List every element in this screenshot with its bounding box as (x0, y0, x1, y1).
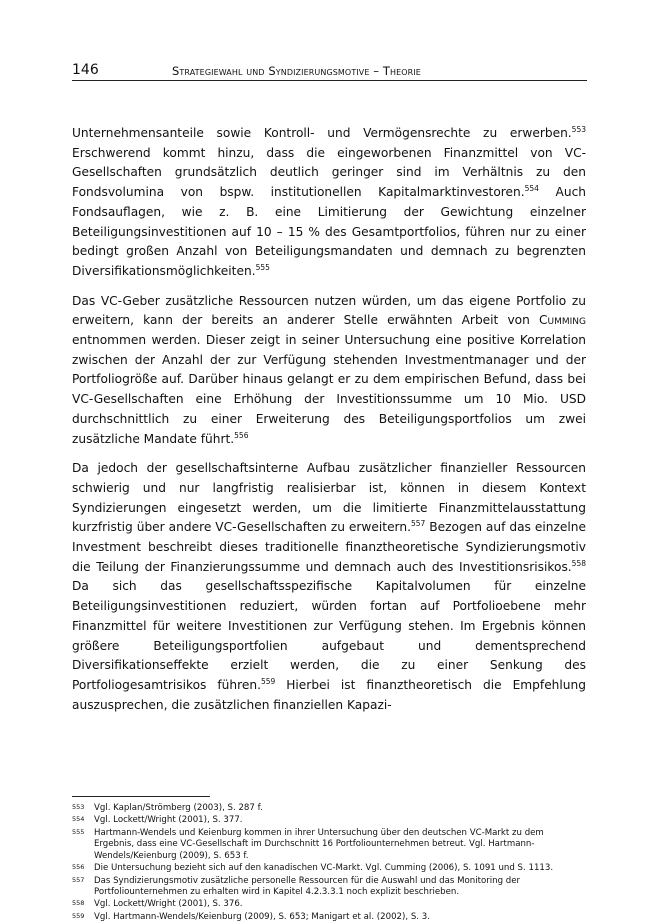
text-run: Bezogen auf das einzelne Investment beschreibt dieses traditionelle finanztheoretische Syndizierungsmotiv die Teilung der Finanzierungssumme und demnach auch des Investitionsrisikos. (72, 520, 586, 574)
footnote-ref[interactable]: 557 (410, 519, 426, 529)
footnote-text: Hartmann-Wendels und Keienburg kommen in ihrer Untersuchung über den deutschen VC-Markt zu dem Ergebnis, dass eine VC-Gesellschaft im Durchschnitt 16 Portfoliounternehmen betreut. Vgl. Hartmann-Wendels/Keienburg (2009), S. 653 f. (94, 827, 544, 861)
text-run: Auch Fondsauflagen, wie z. B. eine Limitierung der Gewichtung einzelner Beteiligungsinvestitionen auf 10 – 15 % des Gesamtportfolios, führen nur zu einer bedingt großen Anzahl von Beteiligungsmandaten und demnach zu begrenzten Diversifikationsmöglichkeiten. (72, 185, 586, 278)
footnote-text: Die Untersuchung bezieht sich auf den kanadischen VC-Markt. Vgl. Cumming (2006), S. 1091 und S. 1113. (94, 863, 554, 874)
footnote-ref[interactable]: 554 (524, 184, 539, 194)
footnote-number: 557 (72, 875, 85, 884)
footnotes (72, 803, 586, 924)
body-text (72, 124, 586, 725)
footnote (72, 863, 586, 874)
text-run: Da jedoch der gesellschaftsinterne Aufbau zusätzlicher finanzieller Ressourcen schwierig und nur langfristig realisierbar ist, können in diesem Kontext Syndizierungen eingesetzt werden, um die limitierte Finanzmittelausstattung kurzfristig über andere VC-Gesellschaften zu erweitern. (72, 461, 586, 535)
footnote-ref[interactable]: 553 (571, 125, 586, 134)
page-header (72, 58, 587, 81)
footnote-ref[interactable]: 555 (255, 262, 270, 272)
footnote (72, 876, 586, 899)
text-run: Erschwerend kommt hinzu, dass die eingeworbenen Finanzmittel von VC-Gesellschaften grundsätzlich deutlich geringer sind im Verhältnis zu den Fondsvolumina von bspw. institutionellen Kapitalmarktinvestoren. (72, 145, 586, 200)
paragraph (72, 292, 586, 450)
footnote-text: Vgl. Lockett/Wright (2001), S. 377. (94, 815, 243, 826)
footnote-text: Vgl. Lockett/Wright (2001), S. 376. (94, 899, 243, 910)
footnote-separator (72, 796, 210, 797)
footnote (72, 899, 586, 910)
paragraph (72, 124, 586, 282)
footnote-number: 554 (72, 815, 85, 824)
footnote-ref[interactable]: 559 (260, 676, 276, 686)
footnote-number: 558 (72, 899, 85, 908)
text-run: Hierbei ist finanztheoretisch die Empfehlung auszusprechen, die zusätzlichen finanziellen Kapazi- (72, 677, 586, 712)
footnote-text: Vgl. Kaplan/Strömberg (2003), S. 287 f. (94, 803, 263, 813)
footnote (72, 815, 586, 826)
footnote (72, 803, 586, 814)
footnote-number: 559 (72, 911, 85, 920)
author-name: Cumming (539, 313, 586, 328)
text-run: Da sich das gesellschaftsspezifische Kapitalvolumen für einzelne Beteiligungsinvestitionen reduziert, würden fortan auf Portfolioebene mehr Finanzmittel für weitere Investitionen zur Verfügung stehen. Im Ergebnis können größere Beteiligungsportfolien aufgebaut und dementsprechend Diversifikationseffekte erzielt werden, die zu einer Senkung des Portfoliogesamtrisikos führen. (72, 579, 586, 692)
running-head: Strategiewahl und Syndizierungsmotive – Theorie (172, 64, 421, 78)
text-run: entnommen werden. Dieser zeigt in seiner Untersuchung eine positive Korrelation zwischen der Anzahl der zur Verfügung stehenden Investmentmanager und der Portfoliogröße auf. Darüber hinaus gelangt er zu dem empirischen Befund, dass bei VC-Gesellschaften eine Erhöhung der Investitionssumme um 10 Mio. USD durchschnittlich zu einer Erweiterung des Beteiligungsportfolios um zwei zusätzliche Mandate führt. (72, 333, 586, 446)
page-number: 146 (72, 62, 99, 78)
footnote-number: 553 (72, 803, 85, 811)
footnote-ref[interactable]: 558 (571, 558, 586, 568)
footnote-number: 555 (72, 827, 85, 836)
text-run: Unternehmensanteile sowie Kontroll- und Vermögensrechte zu erwerben. (72, 126, 572, 140)
footnote-ref[interactable]: 556 (234, 430, 249, 440)
footnote (72, 912, 586, 923)
paragraph (72, 459, 586, 715)
footnote-text: Das Syndizierungsmotiv zusätzliche personelle Ressourcen für die Auswahl und das Monitoring der Portfoliounternehmen zu erhalten wird in Kapitel 4.2.3.3.1 noch explizit beschrieben. (94, 875, 521, 897)
text-run: Das VC-Geber zusätzliche Ressourcen nutzen würden, um das eigene Portfolio zu erweitern, kann der bereits an anderer Stelle erwähnten Arbeit von (72, 293, 586, 328)
footnote (72, 828, 586, 862)
footnote-text: Vgl. Hartmann-Wendels/Keienburg (2009), S. 653; Manigart et al. (2002), S. 3. (94, 911, 430, 922)
footnote-number: 556 (72, 863, 85, 872)
